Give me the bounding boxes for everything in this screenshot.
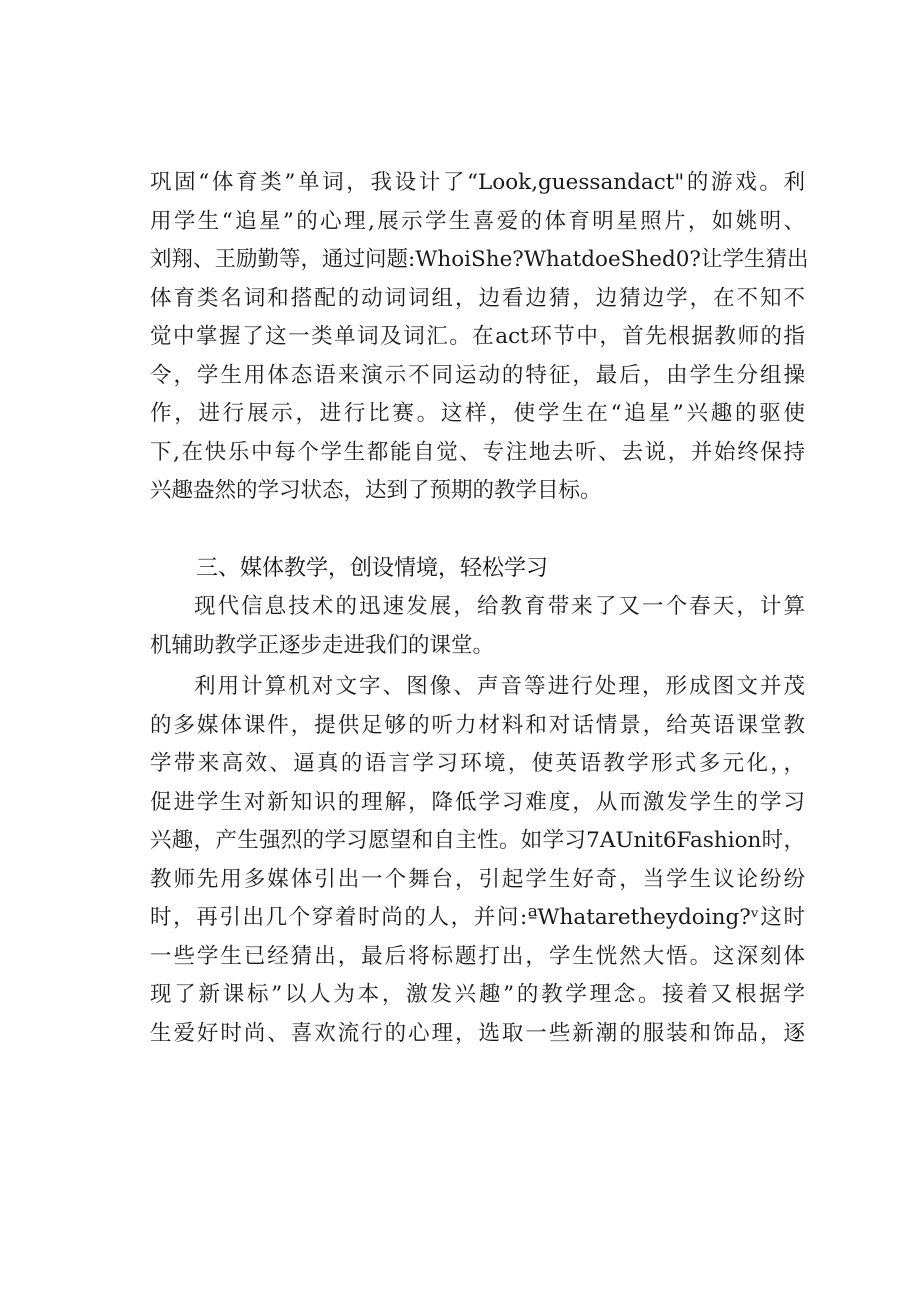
text-line: 的多媒体课件，提供足够的听力材料和对话情景，给英语课堂教 [150, 712, 805, 738]
text-line: 巩固“体育类”单词，我设计了“Look,guessandact"的游戏。利 [150, 170, 805, 195]
text-line: 促进学生对新知识的理解，降低学习难度，从而激发学生的学习 [150, 789, 805, 815]
text-line: 学带来高效、逼真的语言学习环境，使英语教学形式多元化，， [150, 751, 805, 776]
text-line: 兴趣，产生强烈的学习愿望和自主性。如学习7AUnit6Fashion时， [150, 828, 805, 853]
text-line: 一些学生已经猜出，最后将标题打出，学生恍然大悟。这深刻体 [150, 943, 805, 969]
paragraph-games [150, 164, 809, 511]
section-heading: 三、媒体教学，创设情境，轻松学习 [196, 556, 549, 581]
text-line: 用学生“追星”的心理,展示学生喜爱的体育明星照片，如姚明、 [150, 208, 805, 234]
text-line: 下,在快乐中每个学生都能自觉、专注地去听、去说，并始终保持 [150, 439, 805, 465]
text-line: 教师先用多媒体引出一个舞台，引起学生好奇，当学生议论纷纷 [150, 866, 805, 892]
paragraph-modern-tech [150, 588, 805, 665]
text-line: 作，进行展示，进行比赛。这样，使学生在“追星”兴趣的驱使 [150, 401, 805, 426]
text-line: 令，学生用体态语来演示不同运动的特征，最后，由学生分组操 [150, 362, 805, 388]
text-line: 时，再引出几个穿着时尚的人，并问:ªWhataretheydoing?ᵛ这时 [150, 905, 805, 930]
text-line: 现代信息技术的迅速发展，给教育带来了又一个春天，计算 [194, 594, 805, 619]
paragraph-multimedia [150, 668, 805, 1053]
text-line: 觉中掌握了这一类单词及词汇。在act环节中，首先根据教师的指 [150, 324, 805, 349]
text-line: 现了新课标”以人为本，激发兴趣”的教学理念。接着又根据学 [150, 982, 805, 1007]
text-line: 兴趣盎然的学习状态，达到了预期的教学目标。 [150, 478, 602, 503]
text-line: 体育类名词和搭配的动词词组，边看边猜，边猜边学，在不知不 [150, 285, 805, 311]
text-line: 刘翔、王励勤等，通过问题:WhoiShe?WhatdoeShed0?让学生猜出 [150, 247, 809, 272]
text-line: 生爱好时尚、喜欢流行的心理，选取一些新潮的服装和饰品，逐 [150, 1020, 805, 1046]
text-line: 利用计算机对文字、图像、声音等进行处理，形成图文并茂 [194, 674, 805, 699]
text-line: 机辅助教学正逐步走进我们的课堂。 [150, 632, 495, 658]
